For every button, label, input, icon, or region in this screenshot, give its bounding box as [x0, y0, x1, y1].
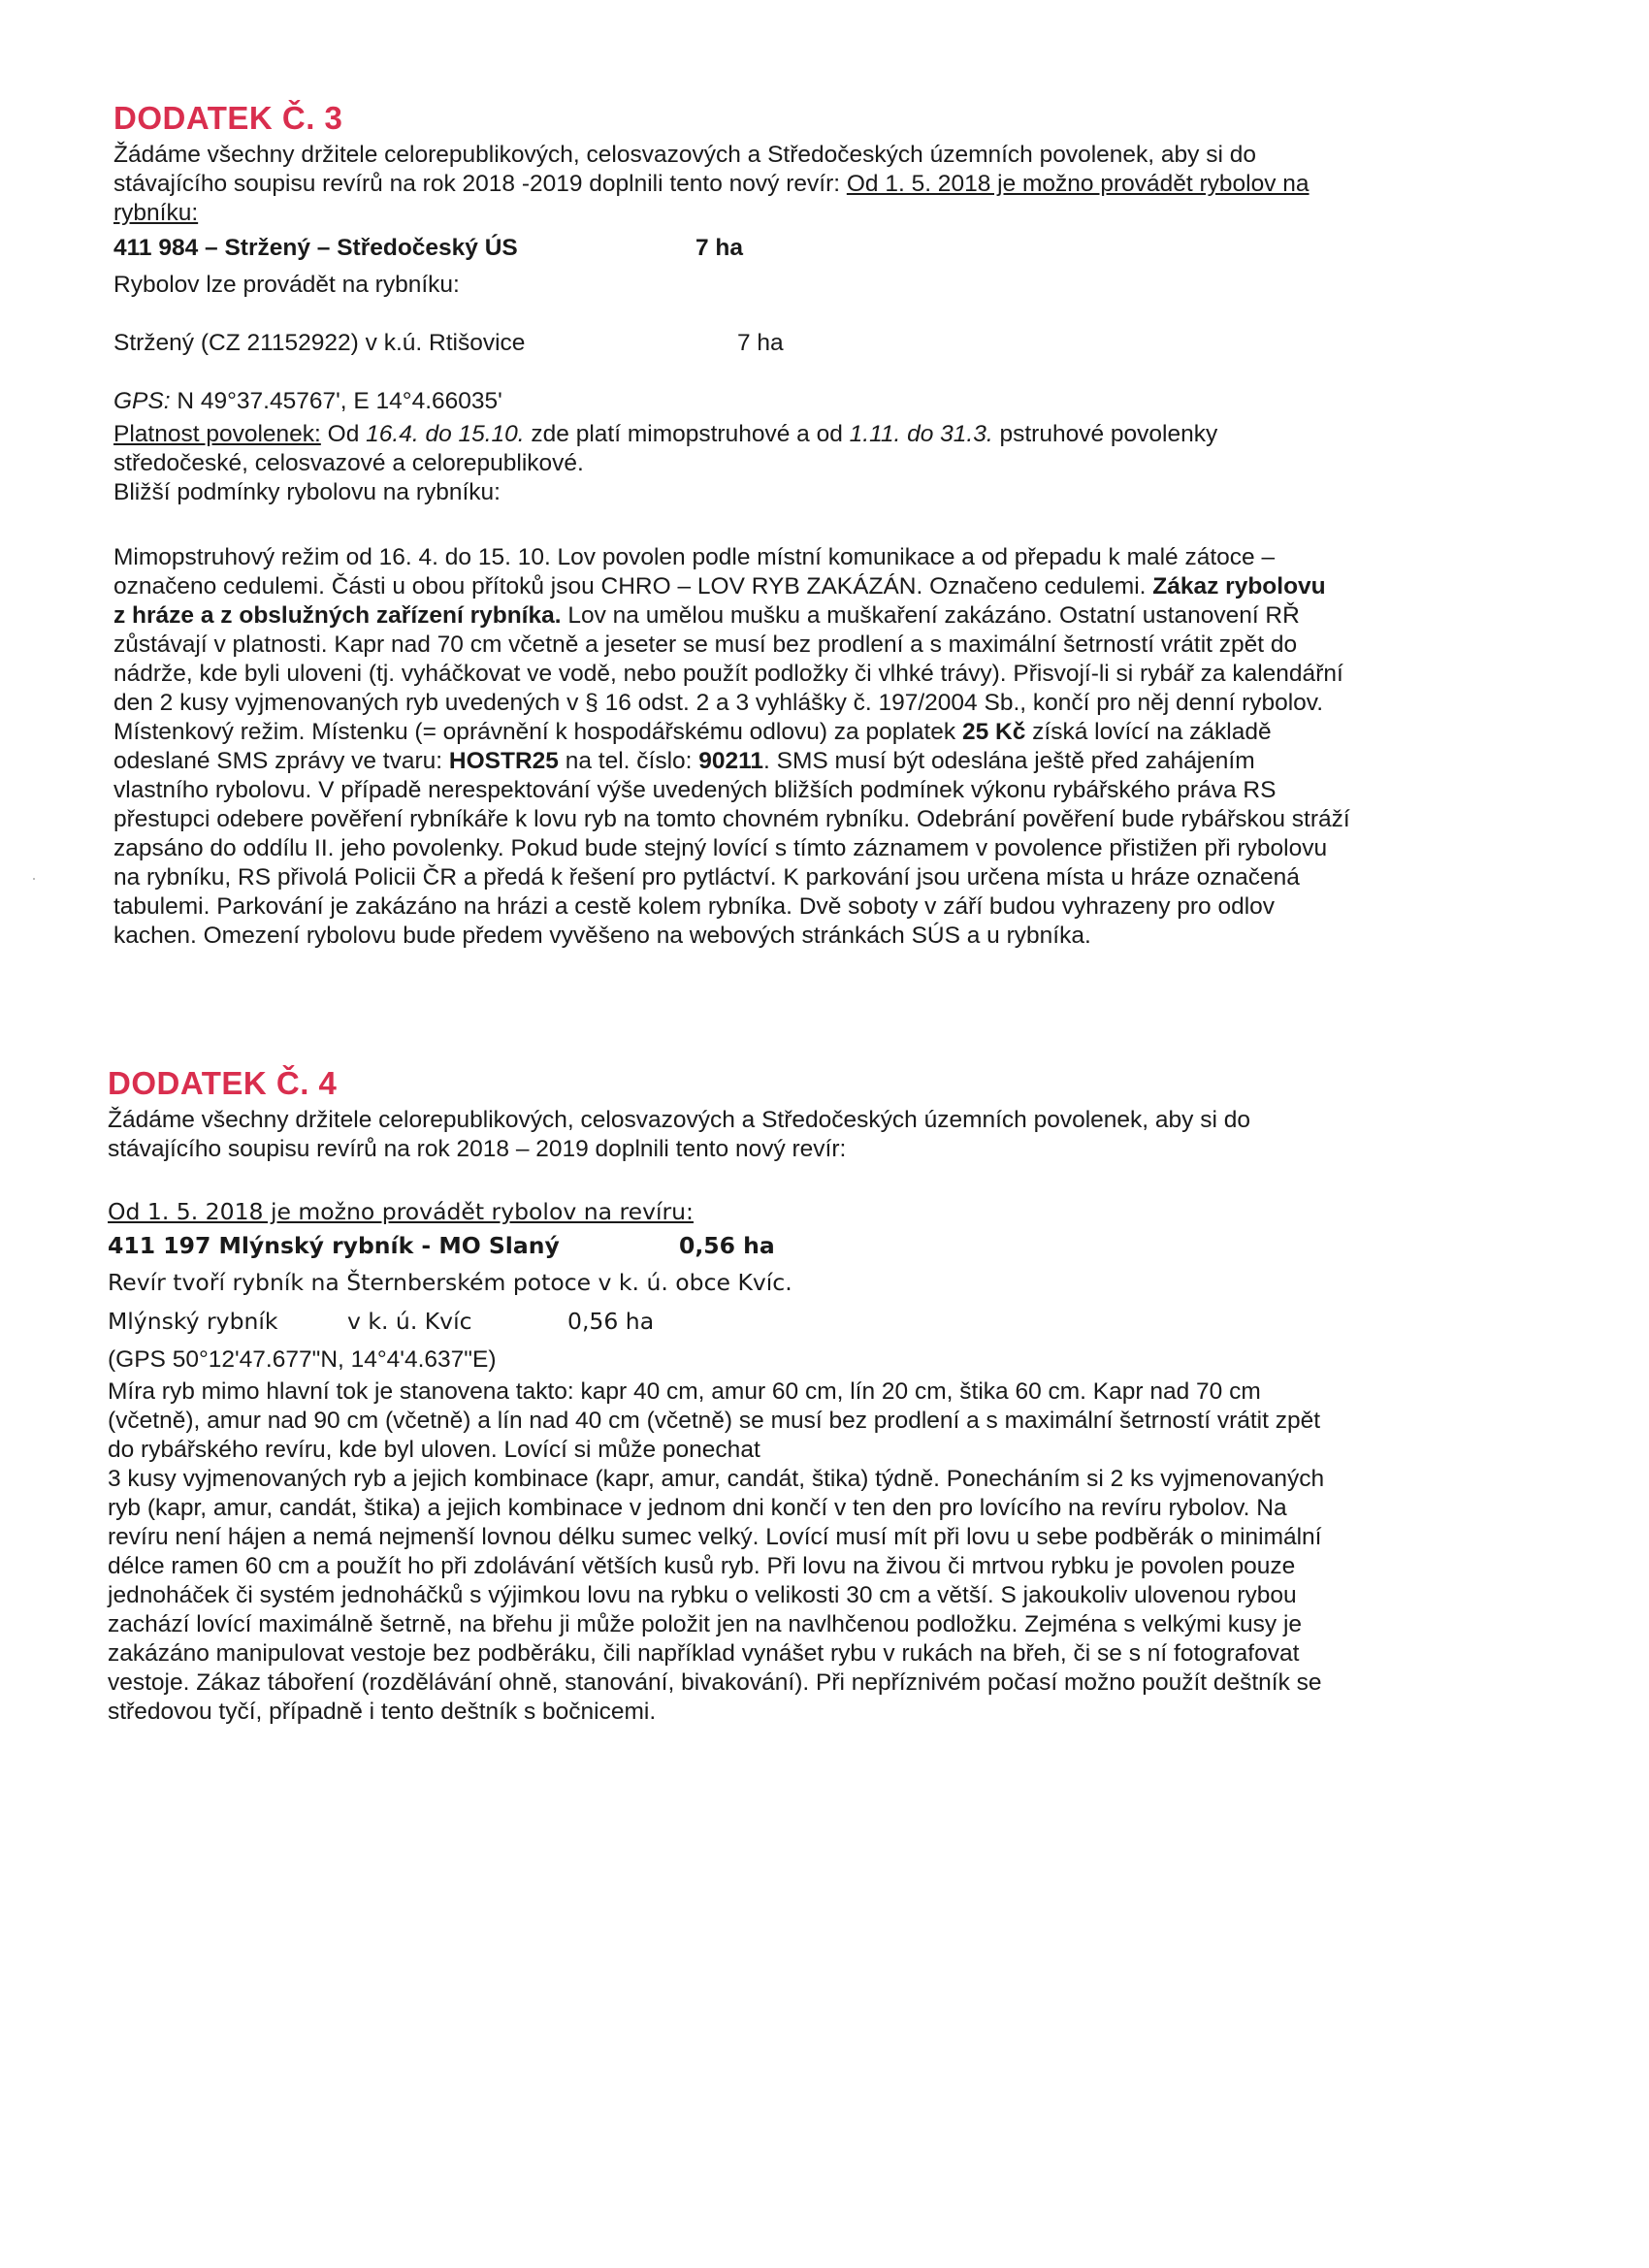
body-line: Lov na umělou mušku a muškaření zakázáno. Ostatní ustanovení RŘ	[561, 602, 1300, 629]
zakaz-rybolovu-cont: z hráze a z obslužných zařízení rybníka.	[113, 602, 562, 629]
body-line: na tel. číslo:	[558, 748, 699, 774]
revir-area: 0,56 ha	[679, 1232, 775, 1259]
revir-id: 411 197 Mlýnský rybník - MO Slaný	[108, 1232, 560, 1259]
platnost-label: Platnost povolenek:	[113, 421, 321, 447]
body-line: kachen. Omezení rybolovu bude předem vyvěšeno na webových stránkách SÚS a u rybníka.	[113, 923, 1091, 949]
body-line: získá lovící na základě	[1025, 719, 1272, 745]
intro-line: stávajícího soupisu revírů na rok 2018 -2019 doplnili tento nový revír:	[113, 171, 847, 197]
body-line: délce ramen 60 cm a použít ho při zdolávání větších kusů ryb. Při lovu na živou či mrtvou rybku je povolen pouze	[108, 1553, 1296, 1579]
body-line: revíru není hájen a nemá nejmenší lovnou délku sumec velký. Lovící musí mít při lovu u sebe podběrák o minimální	[108, 1524, 1322, 1550]
body-line: zachází lovící maximálně šetrně, na břehu ji může položit jen na navlhčenou podložku. Zejména s velkými kusy je	[108, 1611, 1303, 1637]
sms-number: 90211	[698, 748, 764, 774]
dodatek-3-body	[113, 543, 1350, 951]
valid-from-notice: Od 1. 5. 2018 je možno provádět rybolov na revíru:	[108, 1198, 694, 1225]
body-line: jednoháček či systém jednoháčků s výjimkou lovu na rybku o velikosti 30 cm a větší. S jakoukoliv ulovenou rybou	[108, 1582, 1297, 1608]
valid-from-notice: Od 1. 5. 2018 je možno provádět rybolov na	[846, 171, 1310, 197]
body-line: přestupci odebere pověření rybníkáře k lovu ryb na tomto chovném rybníku. Odebrání pověření bude rybářskou stráží	[113, 806, 1350, 832]
body-line: den 2 kusy vyjmenovaných ryb uvedených v § 16 odst. 2 a 3 vyhlášky č. 197/2004 Sb., končí pro něj denní rybolov.	[113, 690, 1324, 716]
body-line: zůstávají v platnosti. Kapr nad 70 cm včetně a jeseter se musí bez prodlení a s maximální šetrností vrátit zpět do	[113, 632, 1298, 658]
body-line: Míra ryb mimo hlavní tok je stanovena takto: kapr 40 cm, amur 60 cm, lín 20 cm, štika 60 cm. Kapr nad 70 cm	[108, 1378, 1261, 1405]
gps-coordinates	[113, 388, 502, 415]
pond-area: 0,56 ha	[567, 1308, 655, 1335]
platnost-date-2: 1.11. do 31.3.	[849, 421, 993, 447]
gps-label: GPS:	[113, 388, 171, 414]
pond-name: Stržený (CZ 21152922) v k.ú. Rtišovice	[113, 330, 526, 356]
platnost-text: zde platí mimopstruhové a od	[524, 421, 850, 447]
gps-value: N 49°37.45767', E 14°4.66035'	[170, 388, 502, 414]
body-line: vlastního rybolovu. V případě nerespektování výše uvedených bližších podmínek výkonu rybářského práva RS	[113, 777, 1277, 803]
intro-line: stávajícího soupisu revírů na rok 2018 – 2019 doplnili tento nový revír:	[108, 1136, 847, 1162]
platnost-line-2: středočeské, celosvazové a celorepublikové.	[113, 450, 584, 476]
platnost-text: Od	[320, 421, 367, 447]
platnost-date-1: 16.4. do 15.10.	[366, 421, 525, 447]
dodatek-4-intro	[108, 1106, 1250, 1164]
dodatek-4-body	[108, 1377, 1324, 1727]
sms-code: HOSTR25	[448, 748, 559, 774]
rybolov-lze: Rybolov lze provádět na rybníku:	[113, 272, 460, 298]
body-line: 3 kusy vyjmenovaných ryb a jejich kombinace (kapr, amur, candát, štika) týdně. Ponecháním si 2 ks vyjmenovaných	[108, 1466, 1325, 1492]
body-line: středovou tyčí, případně i tento deštník s bočnicemi.	[108, 1699, 657, 1725]
blizsi-podminky: Bližší podmínky rybolovu na rybníku:	[113, 479, 501, 505]
intro-line: Žádáme všechny držitele celorepublikových, celosvazových a Středočeských územních povolenek, aby si do	[113, 142, 1256, 168]
fee-amount: 25 Kč	[961, 719, 1026, 745]
dodatek-4-heading: DODATEK Č. 4	[108, 1065, 338, 1101]
body-line: vestoje. Zákaz táboření (rozdělávání ohně, stanování, bivakování). Při nepříznivém počasí možno použít deštník se	[108, 1669, 1322, 1696]
body-line: . SMS musí být odeslána ještě před zahájením	[763, 748, 1255, 774]
body-line: ryb (kapr, amur, candát, štika) a jejich kombinace v jednom dni končí v ten den pro lovícího na revíru rybolov. Na	[108, 1495, 1287, 1521]
gps-coordinates: (GPS 50°12'47.677"N, 14°4'4.637"E)	[108, 1346, 497, 1373]
body-line: na rybníku, RS přivolá Policii ČR a předá k řešení pro pytláctví. K parkování jsou určena místa u hráze označená	[113, 864, 1300, 891]
scan-mark	[33, 878, 35, 880]
body-line: (včetně), amur nad 90 cm (včetně) a lín nad 40 cm (včetně) se musí bez prodlení a s maximální šetrností vrátit zpět	[108, 1408, 1321, 1434]
pond-name: Mlýnský rybník	[108, 1308, 278, 1335]
revir-id: 411 984 – Stržený – Středočeský ÚS	[113, 235, 518, 261]
body-line: odeslané SMS zprávy ve tvaru:	[113, 748, 449, 774]
body-line: zakázáno manipulovat vestoje bez podběráku, čili například vynášet rybu v rukách na břeh, či se s ní fotografovat	[108, 1640, 1300, 1667]
zakaz-rybolovu: Zákaz rybolovu	[1152, 573, 1326, 599]
body-line: označeno cedulemi. Části u obou přítoků jsou CHRO – LOV RYB ZAKÁZÁN. Označeno cedulemi.	[113, 573, 1153, 599]
body-line: zapsáno do oddílu II. jeho povolenky. Pokud bude stejný lovící s tímto záznamem v povolence přistižen při rybolovu	[113, 835, 1328, 861]
body-line: tabulemi. Parkování je zakázáno na hrázi a cestě kolem rybníka. Dvě soboty v září budou vyhrazeny pro odlov	[113, 893, 1276, 920]
body-line: Místenkový režim. Místenku (= oprávnění k hospodářskému odlovu) za poplatek	[113, 719, 962, 745]
dodatek-3-intro	[113, 141, 1310, 228]
pond-area: 7 ha	[737, 330, 784, 356]
body-line: Mimopstruhový režim od 16. 4. do 15. 10. Lov povolen podle místní komunikace a od přepadu k malé zátoce –	[113, 544, 1276, 570]
dodatek-3-heading: DODATEK Č. 3	[113, 100, 343, 136]
valid-from-notice-end: rybníku:	[113, 200, 199, 226]
body-line: do rybářského revíru, kde byl uloven. Lovící si může ponechat	[108, 1437, 760, 1463]
body-line: nádrže, kde byli uloveni (tj. vyháčkovat ve vodě, nebo použít podložky či vlhké trávy). Přisvojí-li si rybář za kalendářní	[113, 661, 1343, 687]
intro-line: Žádáme všechny držitele celorepublikových, celosvazových a Středočeských územních povolenek, aby si do	[108, 1107, 1250, 1133]
revir-description: Revír tvoří rybník na Šternberském potoce v k. ú. obce Kvíc.	[108, 1269, 792, 1296]
revir-area: 7 ha	[695, 235, 744, 261]
platnost-povolenek	[113, 420, 1217, 507]
pond-location: v k. ú. Kvíc	[347, 1308, 472, 1335]
platnost-text: pstruhové povolenky	[992, 421, 1218, 447]
